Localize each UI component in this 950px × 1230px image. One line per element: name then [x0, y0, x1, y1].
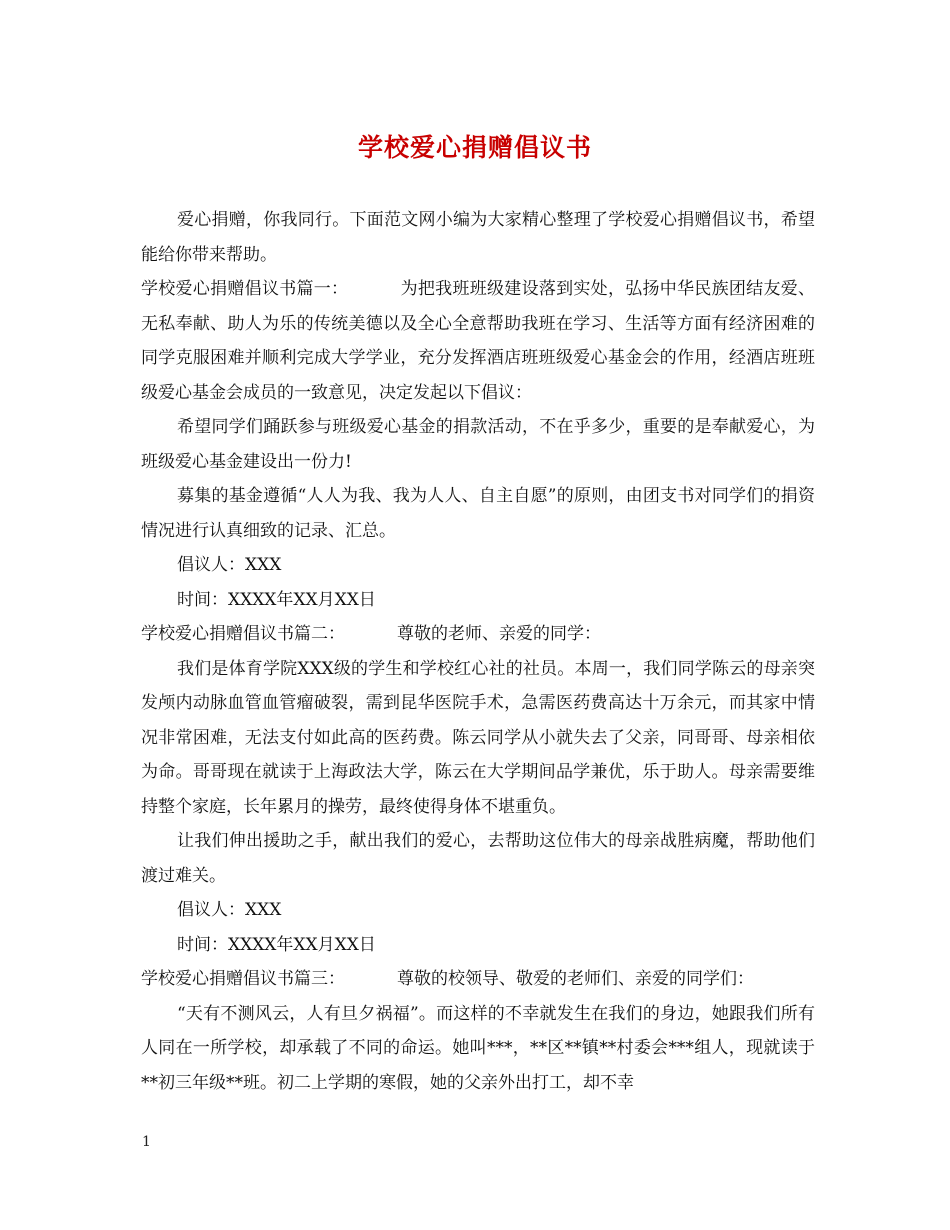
section-2-lead: 尊敬的老师、亲爱的同学： — [397, 624, 601, 644]
section-1-date: 时间：XXXX年XX月XX日 — [177, 589, 376, 610]
section-1-lead: 为把我班班级建设落到实处，弘扬中华民族团结友爱、无私奉献、助人为乐的传统美德以及全心全意帮助我班在学习、生活等方面有经济困难的同学克服困难并顺利完成大学学业，充分发挥酒店班班级爱心基金会的作用，经酒店班班级爱心基金会成员的一致意见，决定发起以下倡议： — [141, 279, 816, 403]
section-1-paragraph: 希望同学们踊跃参与班级爱心基金的捐款活动，不在乎多少，重要的是奉献爱心，为班级爱心基金建设出一份力! — [141, 417, 815, 472]
section-1 — [141, 272, 815, 410]
intro-paragraph: 爱心捐赠，你我同行。下面范文网小编为大家精心整理了学校爱心捐赠倡议书，希望能给你带来帮助。 — [141, 210, 815, 265]
section-2-date: 时间：XXXX年XX月XX日 — [177, 934, 376, 955]
section-3-lead: 尊敬的校领导、敬爱的老师们、亲爱的同学们： — [397, 969, 754, 989]
section-2-paragraph: 我们是体育学院XXX级的学生和学校红心社的社员。本周一，我们同学陈云的母亲突发颅内动脉血管血管瘤破裂，需到昆华医院手术，急需医药费高达十万余元，而其家中情况非常困难，无法支付如此高的医药费。陈云同学从小就失去了父亲，同哥哥、母亲相依为命。哥哥现在就读于上海政法大学，陈云在大学期间品学兼优，乐于助人。母亲需要维持整个家庭，长年累月的操劳，最终使得身体不堪重负。 — [141, 658, 815, 817]
section-3-heading: 学校爱心捐赠倡议书篇三： — [141, 969, 345, 989]
document-body — [141, 203, 815, 1100]
section-2-paragraph: 让我们伸出援助之手，献出我们的爱心，去帮助这位伟大的母亲战胜病魔，帮助他们渡过难关。 — [141, 831, 815, 886]
section-1-paragraph: 募集的基金遵循“人人为我、我为人人、自主自愿”的原则，由团支书对同学们的捐资情况进行认真细致的记录、汇总。 — [141, 486, 815, 541]
section-2-heading: 学校爱心捐赠倡议书篇二： — [141, 624, 345, 644]
section-3 — [141, 962, 815, 997]
document-title: 学校爱心捐赠倡议书 — [357, 133, 592, 162]
section-3-paragraph: “天有不测风云，人有旦夕祸福”。而这样的不幸就发生在我们的身边，她跟我们所有人同在一所学校，却承载了不同的命运。她叫***，**区**镇**村委会***组人，现就读于**初三年级**班。初二上学期的寒假，她的父亲外出打工，却不幸 — [141, 1003, 815, 1093]
section-1-heading: 学校爱心捐赠倡议书篇一： — [141, 279, 349, 299]
section-2-signer: 倡议人：XXX — [177, 900, 282, 920]
section-1-signer: 倡议人：XXX — [177, 555, 282, 575]
page-number: 1 — [142, 1134, 151, 1150]
section-2 — [141, 617, 815, 652]
